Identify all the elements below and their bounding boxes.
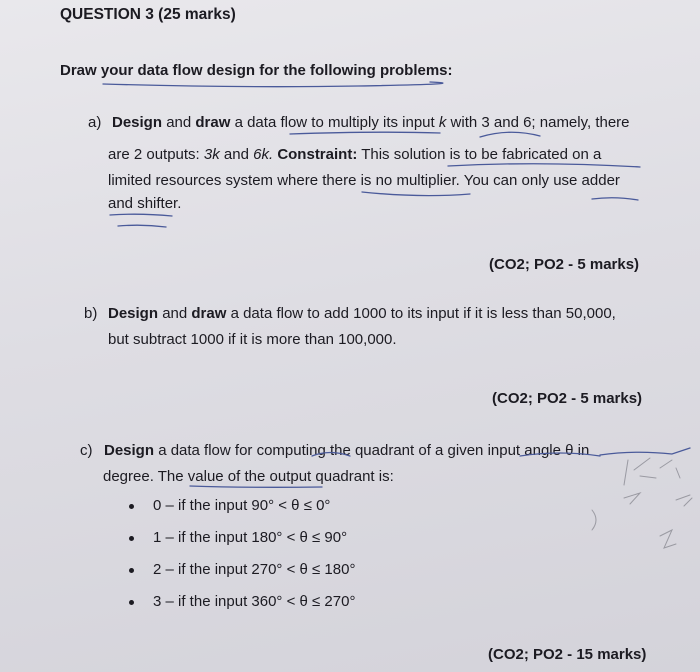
doodle-zigzag (660, 530, 676, 548)
part-a-line-3: limited resources system where there is no multiplier. You can only use adder (108, 172, 620, 189)
instruction-text: Draw your data flow design for the following problems: (60, 62, 453, 79)
second-underline-shifter (118, 225, 166, 227)
underline-tail (600, 448, 690, 455)
underline-fabricated (448, 164, 640, 167)
part-a-line-1: Design and draw a data flow to multiply its input k with 3 and 6; namely, there (112, 114, 630, 131)
part-c-label: c) (80, 442, 93, 459)
underline-value-of-output (190, 486, 322, 487)
quadrant-item-3: 3 – if the input 360° < θ ≤ 270° (153, 593, 356, 610)
part-b-label: b) (84, 305, 98, 322)
doodle-curve (592, 510, 596, 530)
question-title: QUESTION 3 (25 marks) (60, 6, 236, 23)
underline-instruction (103, 82, 443, 87)
part-c-line-2: degree. The value of the output quadrant is: (103, 468, 394, 485)
quadrant-item-1: 1 – if the input 180° < θ ≤ 90° (153, 529, 348, 546)
strike-with-3-and-6 (480, 132, 540, 137)
part-b-marks: (CO2; PO2 - 5 marks) (492, 390, 643, 407)
part-a-label: a) (88, 114, 102, 131)
part-b-line-1: Design and draw a data flow to add 1000 to its input if it is less than 50,000, (108, 305, 616, 322)
underline-adder (592, 198, 638, 200)
doodle-angle-1 (624, 458, 656, 485)
bullet-dot (129, 536, 134, 541)
doodle-less-than (624, 493, 640, 504)
underline-multiplier (362, 192, 470, 196)
underline-multiply (290, 132, 440, 134)
bullet-dot (129, 568, 134, 573)
doodle-arrows (676, 495, 692, 506)
part-b-line-2: but subtract 1000 if it is more than 100,000. (108, 331, 397, 348)
part-a-marks: (CO2; PO2 - 5 marks) (489, 256, 640, 273)
bullet-dot (129, 600, 134, 605)
underline-shifter (110, 214, 172, 216)
quadrant-item-2: 2 – if the input 270° < θ ≤ 180° (153, 561, 356, 578)
doodle-angle-2 (660, 460, 680, 478)
part-c-marks: (CO2; PO2 - 15 marks) (488, 646, 647, 663)
part-c-line-1: Design a data flow for computing the quadrant of a given input angle θ in (104, 442, 590, 459)
part-a-line-2: are 2 outputs: 3k and 6k. Constraint: This solution is to be fabricated on a (108, 146, 602, 163)
quadrant-item-0: 0 – if the input 90° < θ ≤ 0° (153, 497, 331, 514)
part-a-line-4: and shifter. (108, 195, 182, 212)
bullet-dot (129, 504, 134, 509)
